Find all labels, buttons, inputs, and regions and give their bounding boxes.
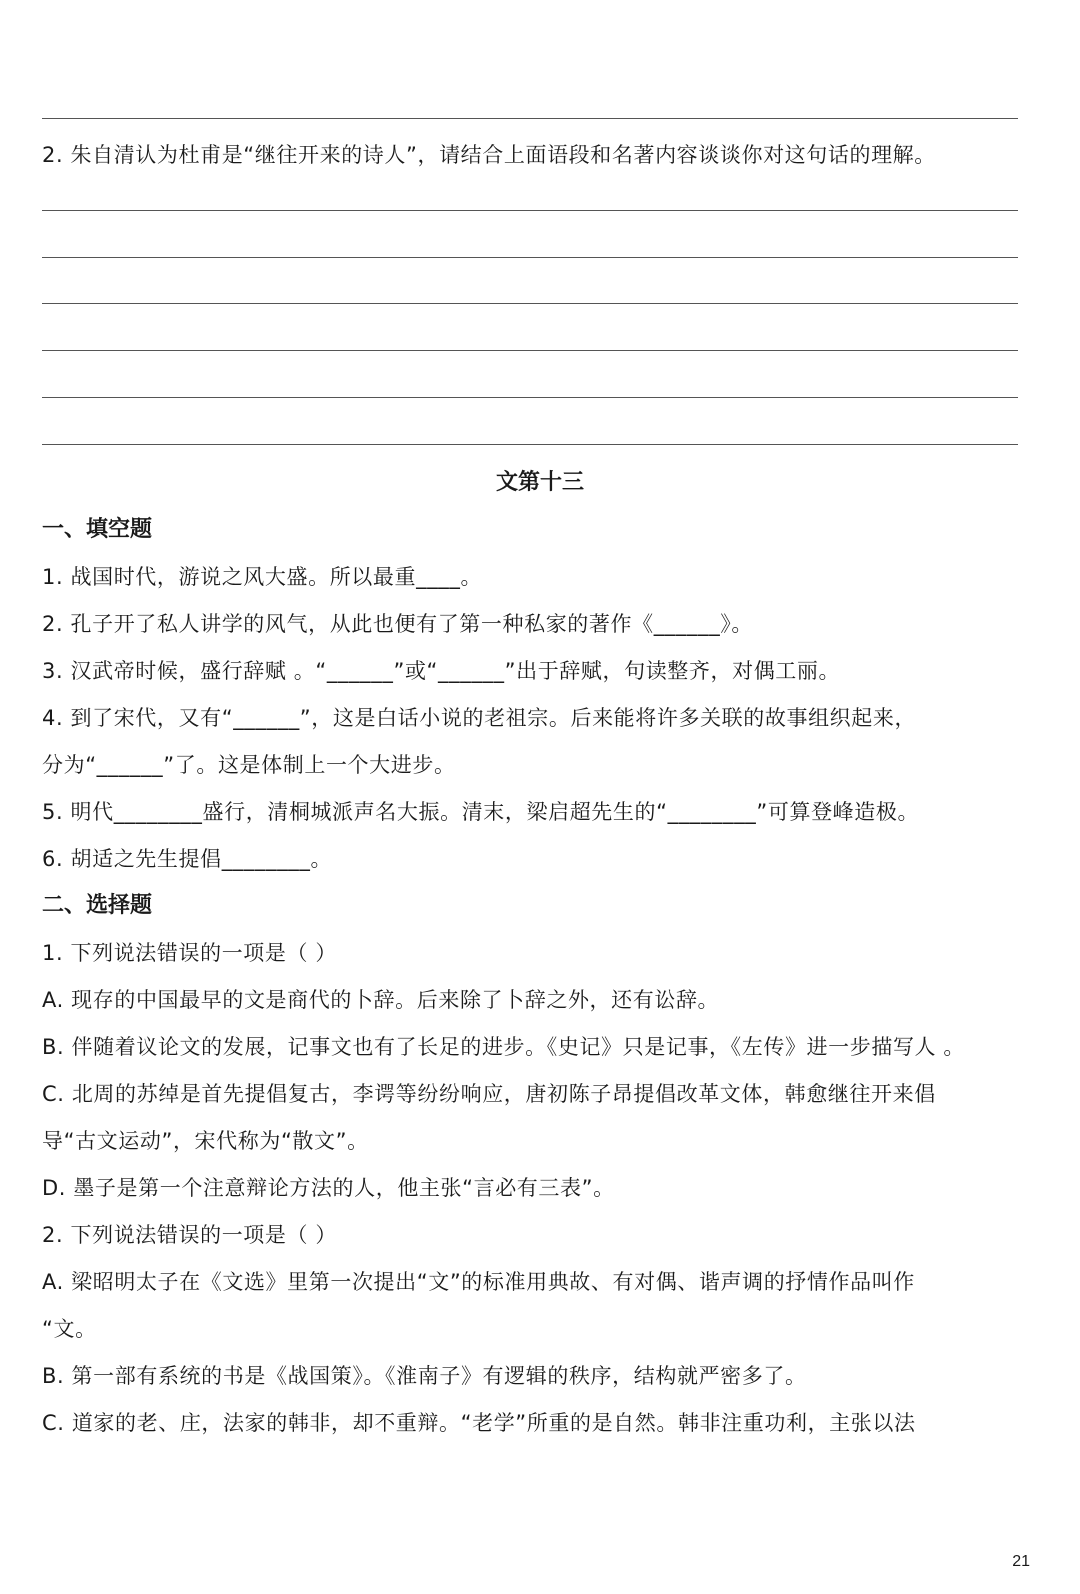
fill-blank-item: 4. 到了宋代，又有“______”，这是白话小说的老祖宗。后来能将许多关联的故事组织起来， [42, 706, 917, 730]
option-line: C. 北周的苏绰是首先提倡复古，李谔等纷纷响应，唐初陈子昂提倡改革文体，韩愈继往开来倡 [42, 1082, 936, 1106]
answer-line [42, 303, 1018, 304]
option-line: D. 墨子是第一个注意辩论方法的人，他主张“言必有三表”。 [42, 1176, 615, 1200]
option-line: A. 梁昭明太子在《文选》里第一次提出“文”的标准用典故、有对偶、谐声调的抒情作品叫作 [42, 1270, 915, 1294]
option-line: A. 现存的中国最早的文是商代的卜辞。后来除了卜辞之外，还有讼辞。 [42, 988, 720, 1012]
question-du-fu: 2. 朱自清认为杜甫是“继往开来的诗人”，请结合上面语段和名著内容谈谈你对这句话的理解。 [42, 143, 936, 167]
answer-line [42, 397, 1018, 398]
fill-blank-item: 6. 胡适之先生提倡________。 [42, 847, 333, 871]
section-title: 文第十三 [495, 470, 584, 495]
answer-line [42, 350, 1018, 351]
multiple-choice-heading: 二、选择题 [42, 893, 153, 918]
fill-blank-item: 分为“______”了。这是体制上一个大进步。 [42, 753, 456, 777]
answer-line [42, 118, 1018, 119]
option-line: B. 伴随着议论文的发展，记事文也有了长足的进步。《史记》只是记事，《左传》进一步描写人 。 [42, 1035, 966, 1059]
fill-blank-heading: 一、填空题 [42, 517, 153, 542]
answer-line [42, 210, 1018, 211]
question-line: 2. 下列说法错误的一项是（ ） [42, 1223, 337, 1247]
answer-line [42, 257, 1018, 258]
answer-line [42, 444, 1018, 445]
fill-blank-item: 2. 孔子开了私人讲学的风气，从此也便有了第一种私家的著作《______》。 [42, 612, 754, 636]
option-line: “文。 [42, 1317, 97, 1341]
option-line: C. 道家的老、庄，法家的韩非，却不重辩。“老学”所重的是自然。韩非注重功利，主张以法 [42, 1411, 916, 1435]
option-line: B. 第一部有系统的书是《战国策》。《淮南子》有逻辑的秩序，结构就严密多了。 [42, 1364, 807, 1388]
fill-blank-item: 3. 汉武帝时候，盛行辞赋 。“______”或“______”出于辞赋，句读整齐，对偶工丽。 [42, 659, 841, 683]
question-line: 1. 下列说法错误的一项是（ ） [42, 941, 337, 965]
fill-blank-item: 5. 明代________盛行，清桐城派声名大振。清末，梁启超先生的“________”可算登峰造极。 [42, 800, 920, 824]
page-number: 21 [1012, 1553, 1030, 1570]
fill-blank-item: 1. 战国时代，游说之风大盛。所以最重____。 [42, 565, 483, 589]
option-line: 导“古文运动”，宋代称为“散文”。 [42, 1129, 369, 1153]
